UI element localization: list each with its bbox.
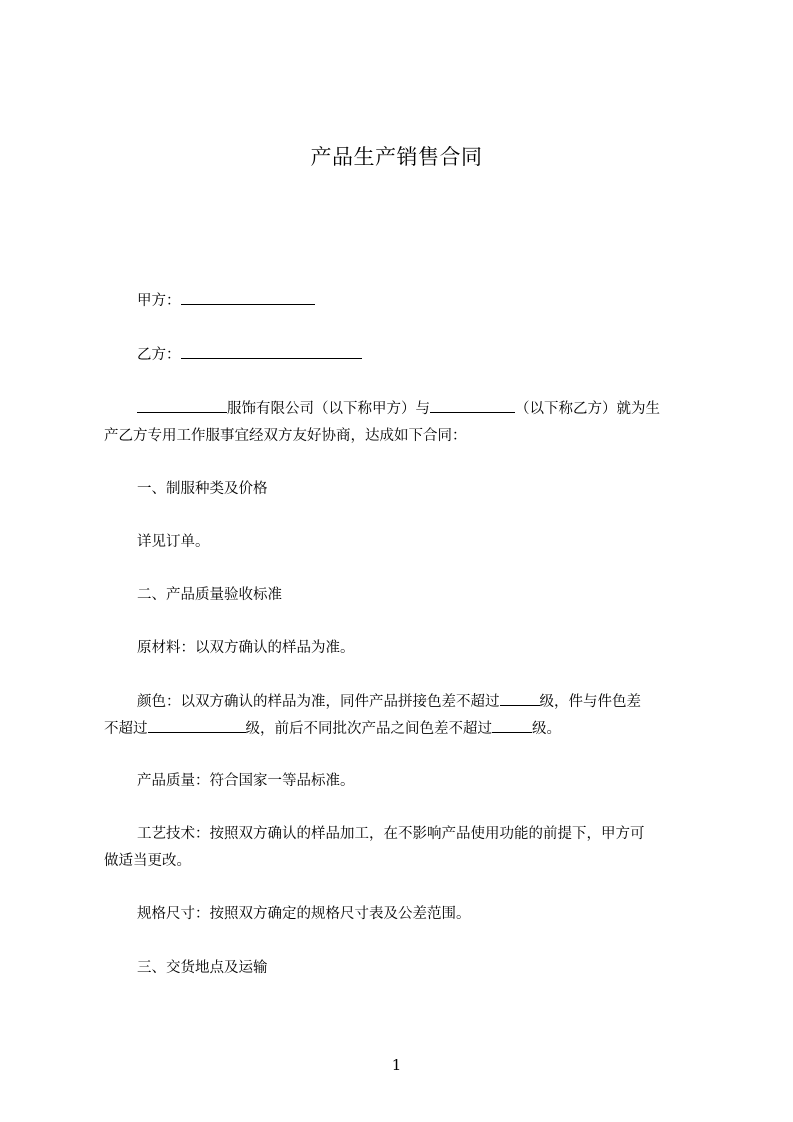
raw-material-clause: 原材料：以双方确认的样品为准。 [137, 640, 355, 656]
color-grade-blank-2 [148, 718, 246, 733]
color-grade-blank-3 [492, 718, 532, 733]
party-a-label: 甲方： [137, 293, 181, 309]
party-b-line [104, 344, 737, 365]
party-b-name-blank [430, 398, 515, 413]
section-1-heading: 一、制服种类及价格 [137, 481, 268, 497]
party-a-blank [181, 290, 315, 305]
quality-clause: 产品质量：符合国家一等品标准。 [137, 773, 355, 789]
color-clause-line-1 [104, 691, 737, 712]
intro-company-suffix: 服饰有限公司（以下称甲方）与 [227, 401, 430, 417]
section-2-heading: 二、产品质量验收标准 [137, 587, 282, 603]
color-clause-part-2: 级，件与件色差 [539, 694, 641, 710]
craft-clause-line-1: 工艺技术：按照双方确认的样品加工，在不影响产品使用功能的前提下，甲方可 [137, 826, 645, 842]
intro-line-2: 产乙方专用工作服事宜经双方友好协商，达成如下合同： [104, 428, 467, 444]
color-grade-blank-1 [500, 691, 540, 706]
party-a-line [104, 290, 737, 311]
party-b-blank [181, 344, 362, 359]
color-clause-line-2 [104, 718, 704, 739]
company-name-blank [137, 398, 227, 413]
color-clause-part-5: 级。 [532, 721, 561, 737]
craft-clause-line-2: 做适当更改。 [104, 853, 191, 869]
section-1-body: 详见订单。 [137, 534, 210, 550]
intro-party-b-ref: （以下称乙方）就为生 [515, 401, 660, 417]
document-title: 产品生产销售合同 [310, 145, 483, 169]
page-number: 1 [391, 1056, 402, 1074]
party-b-label: 乙方： [137, 347, 181, 363]
color-clause-part-1: 颜色：以双方确认的样品为准，同件产品拼接色差不超过 [137, 694, 500, 710]
section-3-heading: 三、交货地点及运输 [137, 960, 268, 976]
color-clause-part-3: 不超过 [104, 721, 148, 737]
intro-line-1 [104, 398, 737, 419]
size-clause: 规格尺寸：按照双方确定的规格尺寸表及公差范围。 [137, 906, 471, 922]
color-clause-part-4: 级，前后不同批次产品之间色差不超过 [245, 721, 492, 737]
